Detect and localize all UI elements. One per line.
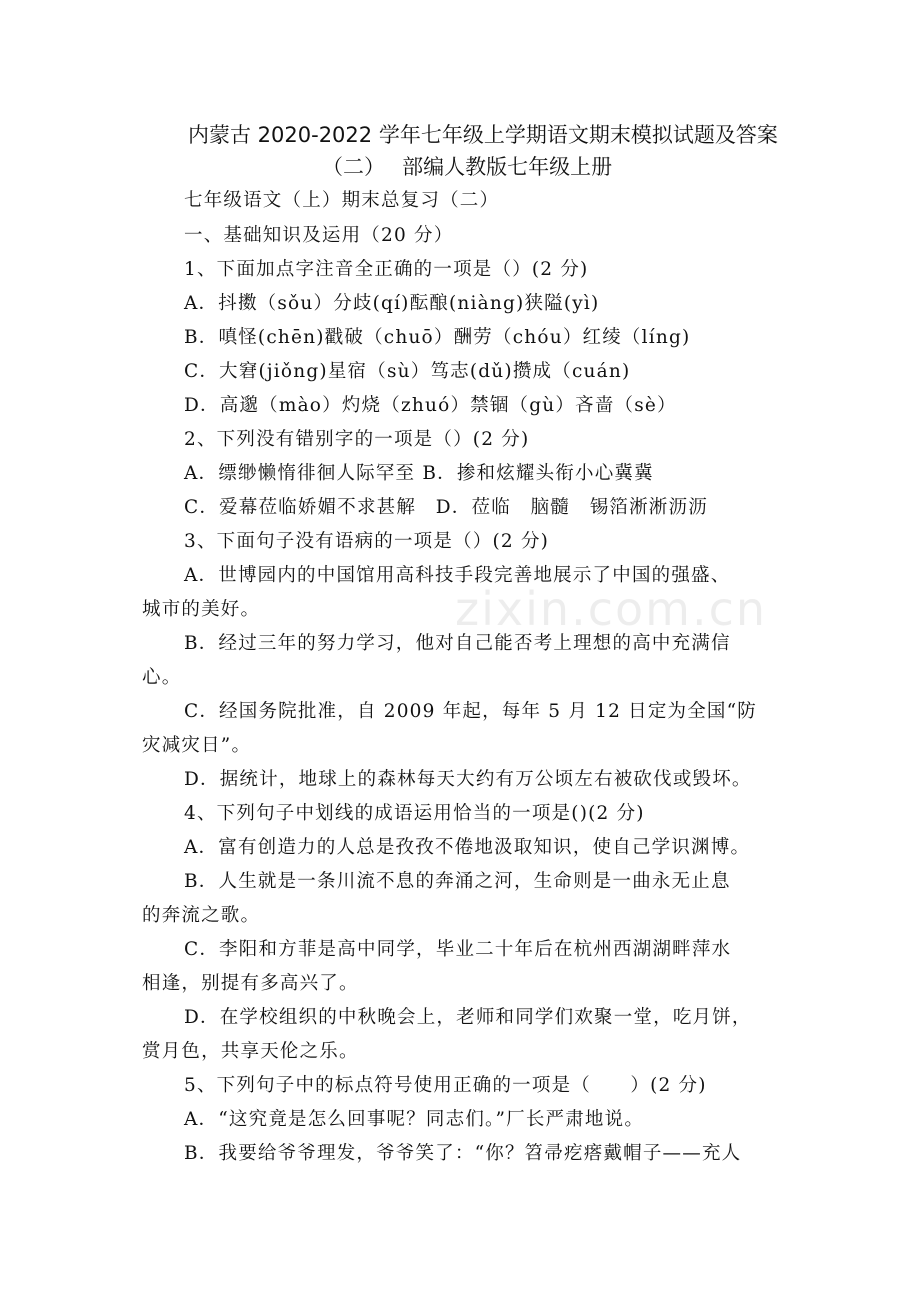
q4-option-b-cont: 的奔流之歌。 (142, 905, 261, 926)
q5-option-a: A．“这究竟是怎么回事呢？同志们。”厂长严肃地说。 (184, 1109, 645, 1130)
q1-option-d: D．高邈（mào）灼烧（zhuó）禁锢（gù）吝啬（sè） (184, 395, 677, 416)
q4-option-c-cont: 相逢，别提有多高兴了。 (142, 973, 359, 994)
q1-option-b: B．嗔怪(chēn)戳破（chuō）酬劳（chóu）红绫（líng) (184, 327, 691, 348)
q5-option-b: B．我要给爷爷理发，爷爷笑了：“你？笤帚疙瘩戴帽子——充人 (184, 1143, 742, 1164)
section-heading: 一、基础知识及运用（20 分） (184, 225, 454, 246)
q2-options-ab: A．缥缈懒惰徘徊人际罕至 B．掺和炫耀头衔小心冀冀 (184, 463, 654, 484)
watermark: zixin.com.cn (455, 582, 768, 636)
section-subtitle: 七年级语文（上）期末总复习（二） (184, 190, 500, 211)
q3-option-c-cont: 灾减灾日”。 (142, 735, 252, 756)
q4-option-a: A．富有创造力的人总是孜孜不倦地汲取知识，使自己学识渊博。 (184, 837, 751, 858)
q3-option-a: A．世博园内的中国馆用高科技手段完善地展示了中国的强盛、 (184, 565, 731, 586)
q3-option-b-cont: 心。 (142, 667, 182, 688)
q3-option-d: D．据统计，地球上的森林每天大约有万公顷左右被砍伐或毁坏。 (184, 769, 752, 790)
q2-options-cd: C．爱幕莅临娇媚不求甚解 D．莅临 脑髓 锡箔淅淅沥沥 (184, 497, 708, 518)
q3-option-b: B．经过三年的努力学习，他对自己能否考上理想的高中充满信 (184, 633, 731, 654)
question-1: 1、下面加点字注音全正确的一项是（）(2 分) (184, 259, 589, 280)
question-2: 2、下列没有错别字的一项是（）(2 分) (184, 429, 530, 450)
question-4: 4、下列句子中划线的成语运用恰当的一项是()(2 分) (184, 803, 645, 824)
q1-option-a: A．抖擞（sǒu）分歧(qí)酝酿(niàng)狭隘(yì) (184, 293, 600, 314)
q3-option-a-cont: 城市的美好。 (142, 599, 261, 620)
q3-option-c: C．经国务院批准，自 2009 年起，每年 5 月 12 日定为全国“防 (184, 701, 757, 722)
q1-option-c: C．大窘(jiǒng)星宿（sù）笃志(dǔ)攒成（cuán) (184, 361, 631, 382)
q4-option-b: B．人生就是一条川流不息的奔涌之河，生命则是一曲永无止息 (184, 871, 731, 892)
document-title-line-2: （二） 部编人教版七年级上册 (322, 155, 613, 179)
document-title-line-1: 内蒙古 2020-2022 学年七年级上学期语文期末模拟试题及答案 (188, 123, 778, 147)
q4-option-d: D．在学校组织的中秋晚会上，老师和同学们欢聚一堂，吃月饼， (184, 1007, 752, 1028)
q4-option-d-cont: 赏月色，共享天伦之乐。 (142, 1041, 359, 1062)
question-3: 3、下面句子没有语病的一项是（）(2 分) (184, 531, 550, 552)
question-5: 5、下列句子中的标点符号使用正确的一项是（ ）(2 分) (184, 1075, 707, 1096)
q4-option-c: C．李阳和方菲是高中同学，毕业二十年后在杭州西湖湖畔萍水 (184, 939, 732, 960)
